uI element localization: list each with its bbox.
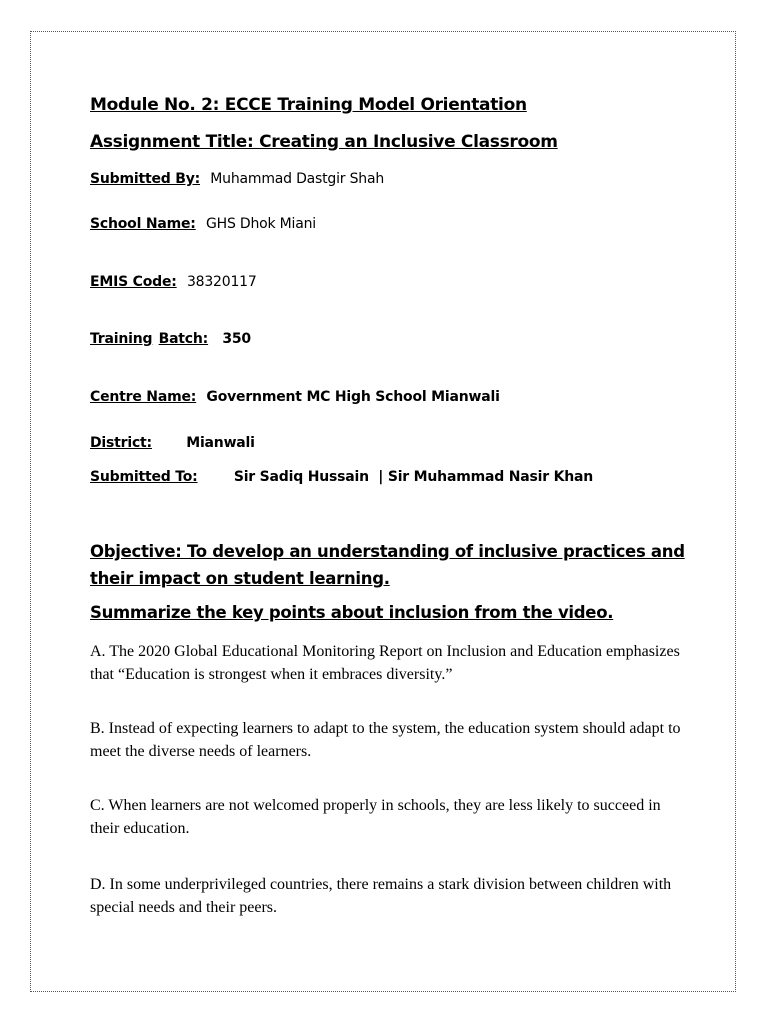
point-b: B. Instead of expecting learners to adapt to the system, the education system should adapt to meet the diverse needs of learners.	[90, 720, 681, 760]
school-name-value: GHS Dhok Miani	[205, 216, 316, 232]
point-a: A. The 2020 Global Educational Monitoring Report on Inclusion and Education emphasizes that “Education is strongest when it embraces diversity.”	[90, 643, 680, 683]
school-name-row	[90, 216, 316, 232]
training-batch-row	[90, 331, 251, 347]
emis-code-value: 38320117	[186, 274, 257, 290]
submitted-by-row	[90, 171, 384, 187]
submitted-by-value: Muhammad Dastgir Shah	[210, 171, 385, 187]
emis-code-label: EMIS Code:	[90, 274, 177, 290]
assignment-title: Assignment Title: Creating an Inclusive Classroom	[90, 132, 558, 152]
emis-code-row	[90, 274, 257, 290]
submitted-to-value: Sir Sadiq Hussain | Sir Muhammad Nasir Khan	[233, 469, 594, 485]
batch-label: Batch:	[158, 331, 209, 347]
submitted-to-label: Submitted To:	[90, 469, 198, 485]
centre-name-label: Centre Name:	[90, 389, 197, 405]
submitted-to-row	[90, 469, 593, 485]
centre-name-row	[90, 389, 500, 405]
district-label: District:	[90, 435, 152, 451]
district-row	[90, 435, 255, 451]
training-batch-value: 350	[222, 331, 251, 347]
submitted-by-label: Submitted By:	[90, 171, 201, 187]
summary-heading: Summarize the key points about inclusion from the video.	[90, 603, 614, 622]
point-c: C. When learners are not welcomed properly in schools, they are less likely to succeed in their education.	[90, 797, 661, 837]
centre-name-value: Government MC High School Mianwali	[206, 389, 500, 405]
training-label: Training	[90, 331, 153, 347]
district-value: Mianwali	[186, 435, 255, 451]
school-name-label: School Name:	[90, 216, 196, 232]
point-d: D. In some underprivileged countries, there remains a stark division between children with special needs and their peers.	[90, 876, 672, 916]
module-title: Module No. 2: ECCE Training Model Orientation	[90, 95, 527, 115]
objective: Objective: To develop an understanding of inclusive practices and their impact on student learning.	[90, 542, 685, 588]
